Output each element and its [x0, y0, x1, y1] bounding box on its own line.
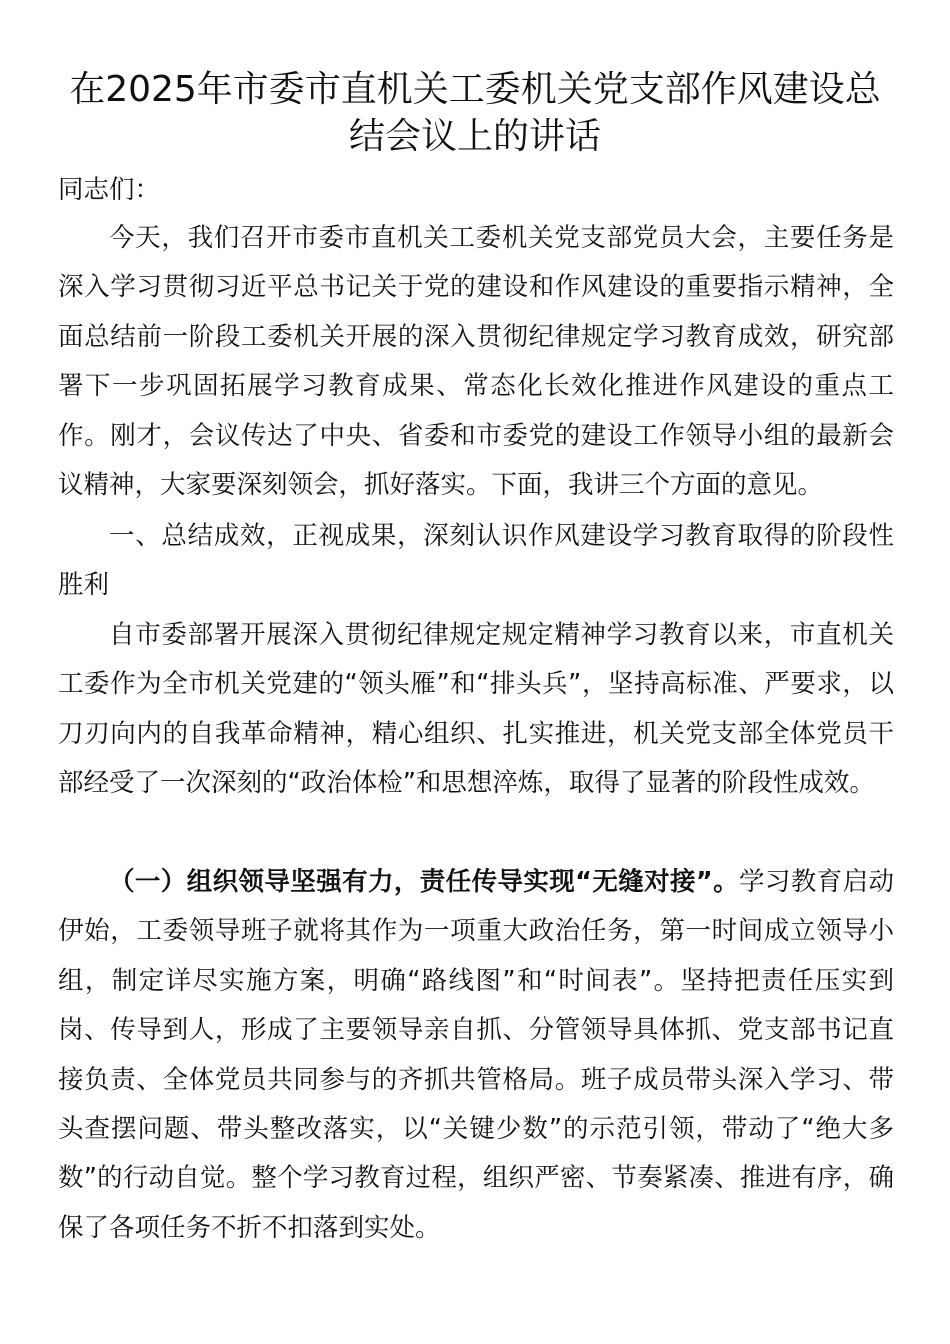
section-1-heading: 一、总结成效，正视成果，深刻认识作风建设学习教育取得的阶段性胜利 [58, 521, 894, 601]
section-1-paragraph: 自市委部署开展深入贯彻纪律规定规定精神学习教育以来，市直机关工委作为全市机关党建的“领头雁”和“排头兵”，坚持高标准、严要求，以刀刃向内的自我革命精神，精心组织、扎实推进，机关党支部全体党员干部经受了一次深刻的“政治体检”和思想淬炼，取得了显著的阶段性成效。 [58, 620, 894, 799]
document-title-line-2: 结会议上的讲话 [348, 116, 601, 157]
subsection-1-body: 学习教育启动伊始，工委领导班子就将其作为一项重大政治任务，第一时间成立领导小组，制定详尽实施方案，明确“路线图”和“时间表”。坚持把责任压实到岗、传导到人，形成了主要领导亲自抓、分管领导具体抓、党支部书记直接负责、全体党员共同参与的齐抓共管格局。班子成员带头深入学习、带头查摆问题、带头整改落实，以“关键少数”的示范引领，带动了“绝大多数”的行动自觉。整个学习教育过程，组织严密、节奏紧凑、推进有序，确保了各项任务不折不扣落到实处。 [58, 867, 894, 1243]
intro-paragraph: 今天，我们召开市委市直机关工委机关党支部党员大会，主要任务是深入学习贯彻习近平总书记关于党的建设和作风建设的重要指示精神，全面总结前一阶段工委机关开展的深入贯彻纪律规定学习教育成效，研究部署下一步巩固拓展学习教育成果、常态化长效化推进作风建设的重点工作。刚才，会议传达了中央、省委和市委党的建设工作领导小组的最新会议精神，大家要深刻领会，抓好落实。下面，我讲三个方面的意见。 [58, 223, 894, 501]
document-title-line-1: 在2025年市委市直机关工委机关党支部作风建设总 [69, 69, 881, 110]
salutation: 同志们： [58, 175, 161, 205]
subsection-1-heading: （一）组织领导坚强有力，责任传导实现“无缝对接”。 [109, 867, 739, 897]
subsection-1-paragraph [58, 858, 894, 1253]
